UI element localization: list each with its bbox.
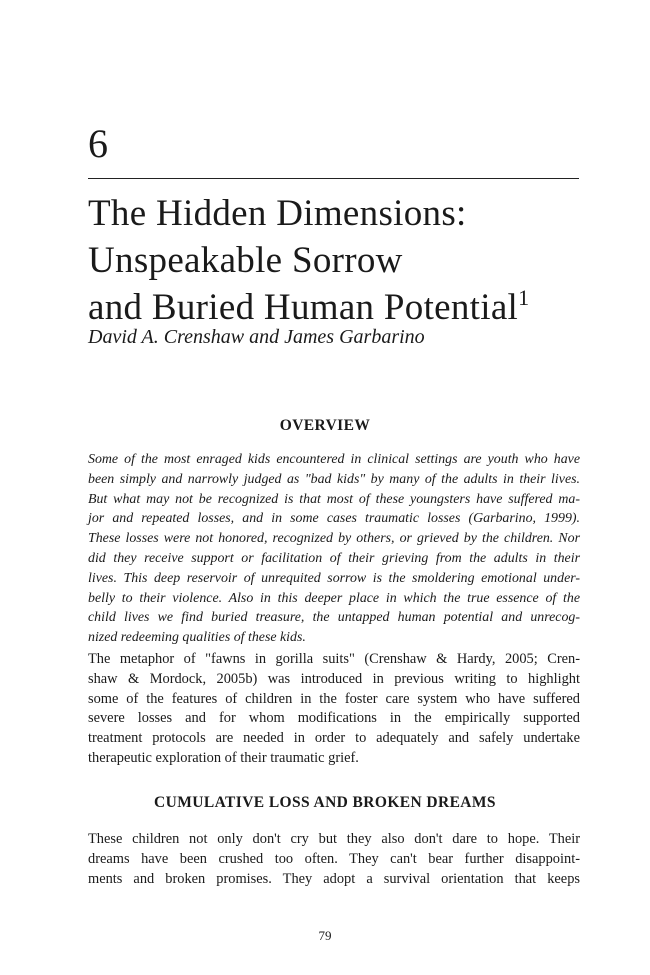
overview-line-8: belly to their violence. Also in this deeper place in which the true essence of the <box>88 590 580 606</box>
chapter-title-line-2: Unspeakable Sorrow <box>88 240 403 281</box>
metaphor-line-2: shaw & Mordock, 2005b) was introduced in previous writing to highlight <box>88 670 580 687</box>
overview-line-7: lives. This deep reservoir of unrequited sorrow is the smoldering emotional under- <box>88 570 580 586</box>
overview-line-2: been simply and narrowly judged as "bad kids" by many of the adults in their lives. <box>88 471 580 487</box>
overview-line-6: did they receive support or facilitation of their grieving from the adults in their <box>88 550 580 566</box>
overview-line-9: child lives we find buried treasure, the untapped human potential and unrecog- <box>88 610 580 626</box>
metaphor-line-1: The metaphor of "fawns in gorilla suits" (Crenshaw & Hardy, 2005; Cren- <box>88 651 580 667</box>
chapter-title-line-3 <box>88 284 529 331</box>
overview-heading: OVERVIEW <box>279 417 371 434</box>
overview-line-3: But what may not be recognized is that most of these youngsters have suffered ma- <box>88 491 580 507</box>
chapter-authors: David A. Crenshaw and James Garbarino <box>88 326 425 348</box>
overview-line-1: Some of the most enraged kids encountered in clinical settings are youth who have <box>88 452 580 467</box>
title-footnote-marker: 1 <box>518 285 530 310</box>
body-paragraph-metaphor <box>88 650 580 769</box>
cumulative-line-1: These children not only don't cry but they also don't dare to hope. Their <box>88 831 580 847</box>
chapter-number: 6 <box>88 121 108 166</box>
chapter-title-line-3-text: and Buried Human Potential <box>88 287 519 328</box>
overview-line-4: jor and repeated losses, and in some cases traumatic losses (Garbarino, 1999). <box>88 511 580 527</box>
overview-paragraph <box>88 450 580 648</box>
chapter-rule <box>88 178 579 179</box>
overview-line-5: These losses were not honored, recognized by others, or grieved by the children. Nor <box>88 531 580 547</box>
metaphor-line-4: severe losses and for whom modifications in the empirically supported <box>88 710 580 727</box>
metaphor-line-6: therapeutic exploration of their traumatic grief. <box>88 749 359 766</box>
chapter-title <box>88 190 529 331</box>
chapter-title-line-1: The Hidden Dimensions: <box>88 193 467 234</box>
page-number: 79 <box>318 928 332 943</box>
body-paragraph-cumulative-loss <box>88 830 580 889</box>
cumulative-line-3: ments and broken promises. They adopt a survival orientation that keeps <box>88 870 580 887</box>
cumulative-line-2: dreams have been crushed too often. They can't bear further disappoint- <box>88 850 580 867</box>
metaphor-line-5: treatment protocols are needed in order to adequately and safely undertake <box>88 730 580 747</box>
metaphor-line-3: some of the features of children in the foster care system who have suffered <box>88 690 580 707</box>
cumulative-loss-heading: CUMULATIVE LOSS AND BROKEN DREAMS <box>154 794 496 811</box>
overview-line-10: nized redeeming qualities of these kids. <box>88 630 306 646</box>
